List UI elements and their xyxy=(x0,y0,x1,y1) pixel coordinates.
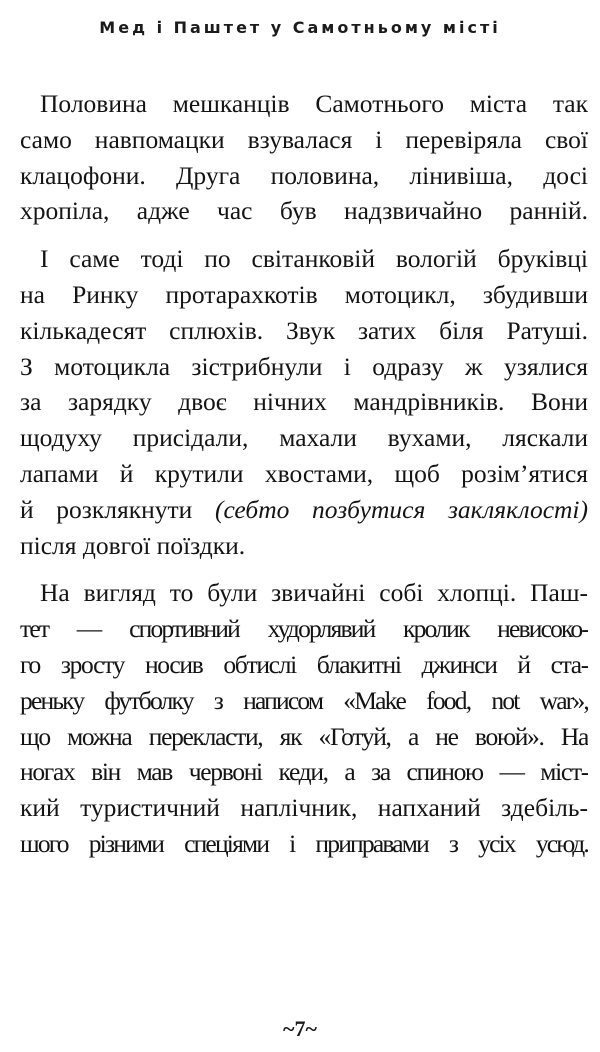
italic-aside: (себто позбутися закляклості) xyxy=(214,494,588,524)
text-line: клацофони. Друга половина, лінивіша, досі xyxy=(20,160,588,190)
paragraph-gap xyxy=(20,229,588,241)
page-number: ~7~ xyxy=(283,1016,317,1041)
text-line: реньку футболку з написом «Make food, not war», xyxy=(20,685,588,715)
text-line: хропіла, адже час був надзвичайно ранній. xyxy=(20,196,588,226)
text-segment: й розклякнути xyxy=(20,494,193,524)
text-line: на Ринку протарахкотів мотоцикл, збудивши xyxy=(20,279,588,309)
text-line: І саме тоді по світанковій вологій бруківці xyxy=(40,244,588,274)
paragraph-2 xyxy=(20,241,588,563)
paragraph-1 xyxy=(20,86,588,229)
text-line: за зарядку двоє нічних мандрівників. Вони xyxy=(20,387,588,417)
text-line: На вигляд то були звичайні собі хлопці. Паш- xyxy=(40,578,588,608)
text-line: лапами й крутили хвостами, щоб розім’ятися xyxy=(20,458,588,488)
body-text xyxy=(20,86,588,862)
text-line: го зросту носив обтислі блакитні джинси й ста- xyxy=(20,649,588,679)
text-line: щодуху присідали, махали вухами, ляскали xyxy=(20,423,588,453)
text-line: тет — спортивний худорлявий кролик невисоко- xyxy=(20,614,588,644)
text-line: після довгої поїздки. xyxy=(20,530,246,560)
text-line: кількадесят сплюхів. Звук затих біля Ратуші. xyxy=(20,315,588,345)
text-line-mixed xyxy=(20,492,588,528)
paragraph-3 xyxy=(20,575,588,861)
text-line: З мотоцикла зістрибнули і одразу ж узялися xyxy=(20,351,588,381)
text-line: само навпомацки взувалася і перевіряла свої xyxy=(20,124,588,154)
text-line: шого різними спеціями і приправами з усіх усюд. xyxy=(20,828,588,858)
text-line: Половина мешканців Самотнього міста так xyxy=(40,89,588,118)
text-line: що можна перекласти, як «Готуй, а не воюй». На xyxy=(20,721,588,751)
paragraph-gap xyxy=(20,563,588,575)
text-line: ногах він мав червоні кеди, а за спиною — міст- xyxy=(20,757,588,787)
text-line: кий туристичний наплічник, напханий здебіль- xyxy=(20,793,588,823)
running-header: Мед і Паштет у Самотньому місті xyxy=(99,18,501,37)
